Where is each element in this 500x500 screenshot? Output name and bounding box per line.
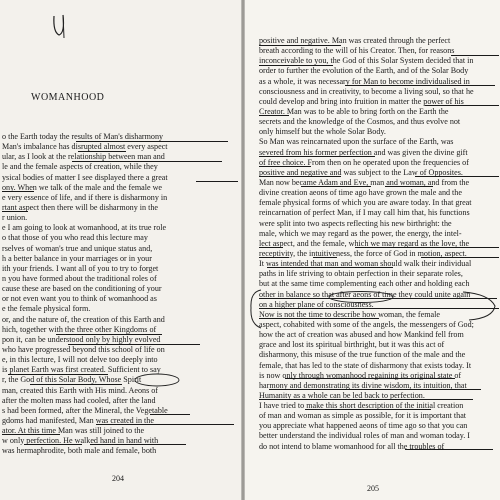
pen-underline [150,414,190,415]
pen-bracket-mark [247,288,263,330]
handwritten-u-mark [52,12,68,40]
text-line: le and the female aspects of creation, while they [2,162,158,172]
pen-underline [78,151,126,152]
pen-underline [259,176,341,177]
pen-underline [313,257,337,258]
pen-underline [24,444,82,445]
pen-underline [72,161,222,162]
text-line: reincarnation of perfect Man, if I may call him that, his functions [259,208,470,218]
text-line: female physical forms of which you are aware today. In that great [259,198,472,208]
text-line: o the Earth today the results of Man's disharmony [2,132,164,141]
text-line: receptivity, the intuitiveness, the force of God in motion, aspect. [259,248,467,258]
pen-underline [8,374,108,375]
text-line: of man and woman as simple as possible, for it is important that [259,411,467,421]
text-line: rselves of woman's true and unique status and, [2,243,153,253]
text-line: e I am going to look at womanhood, at its true role [2,223,167,233]
text-line: hich, together with the three other Kingdoms of [2,324,157,334]
text-line: who have progressed beyond this school of life on [2,344,165,354]
text-line: I have tried to make this short description of the initial creation [259,401,464,411]
text-line: was hermaphrodite, both male and female, both [2,446,157,456]
left-page [0,0,241,500]
pen-circle-mark [327,290,395,304]
text-line: is now only through womanhood regaining its original state of [259,370,462,380]
text-line: you appreciate what happened aeons of time ago so that you can [259,421,468,431]
pen-underline [345,85,495,86]
pen-arrow-mark [459,286,499,322]
text-line: So Man was reincarnated upon the surface of the Earth, was [259,137,454,147]
pen-underline [56,334,162,335]
text-line: aspect, cohabited with some of the angels, the messengers of God; [259,319,474,329]
text-line: e, in this lecture, I will not delve too deeply into [2,355,158,365]
text-line: It was intended that man and woman should walk their individual [259,259,472,269]
text-line: ith your friends. I want all of you to try to forget [2,263,159,273]
text-line: Creator. Man was to be able to bring forth on the Earth the [259,106,449,116]
text-line: r, the God of this Solar Body, Whose Spirit [2,375,142,385]
text-line: breath according to the will of his Creator. Then, for reasons [259,46,455,56]
pen-underline [259,247,283,248]
text-line: Man now became Adam and Eve, man and woman, and from the [259,177,470,187]
page-number: 205 [367,484,379,493]
text-line: female, that has led to the state of disharmony that exists today. It [259,360,472,370]
text-line: e the female physical form. [2,304,91,314]
text-line: cause these are based on the conditioning of your [2,284,162,294]
pen-underline [90,444,186,445]
chapter-title: WOMANHOOD [31,92,105,103]
pen-underline [285,378,455,379]
pen-underline [259,399,473,400]
text-line: better understand the individual roles of man and woman today. I [259,431,470,441]
text-line: lect aspect, and the female, which we may regard as the love, the [259,238,470,248]
text-line: grace and lost its spiritual birthright, but it was this act of [259,340,445,350]
pen-underline [96,424,234,425]
pen-circle-mark [132,372,182,388]
page-number: 204 [112,474,124,483]
pen-underline [355,247,499,248]
right-page [245,0,500,500]
text-line: ony. When we talk of the male and the female we [2,182,163,192]
text-line: do not intend to blame womanhood for all the troubles of [259,441,445,451]
pen-underline [30,384,122,385]
text-line: but at the same time complementing each other and holding each [259,279,470,289]
pen-underline [385,186,433,187]
text-line: severed from his former perfection and was given the divine gift [259,147,468,157]
text-line: r union. [2,213,28,223]
text-line: or not even want you to think of womanhood as [2,294,157,304]
pen-underline [305,409,431,410]
text-line: pon it, can be understood only by highly evolved [2,334,161,344]
pen-underline [267,267,393,268]
text-line: ator. At this time Man was still joined to the [2,426,145,436]
text-line: how the act of creation was abused and how Mankind fell from [259,330,464,340]
text-line: on a higher plane of consciousness. [259,299,374,309]
text-line: man, created this Earth with His mind. Aeons of [2,385,158,395]
text-line: e very essence of life, and if there is disharmony in [2,192,168,202]
text-line: positive and negative. Man was created through the perfect [259,36,451,45]
pen-underline [68,344,200,345]
text-line: divine creation aeons of time ago have grown the male and the [259,188,462,198]
text-line: after the molten mass had cooled, after the land [2,395,156,405]
text-line: Man's imbalance has disrupted almost every aspect [2,142,168,152]
pen-underline [405,449,493,450]
pen-underline [76,141,228,142]
text-line: ular, as I look at the relationship between man and [2,152,165,162]
text-line: could develop and bring into fruition in matter the power of his [259,96,464,106]
pen-underline [259,45,341,46]
pen-underline [421,257,499,258]
text-line: other in balance so that after aeons of time they could unite again [259,289,471,299]
pen-underline [451,55,499,56]
pen-underline [259,257,289,258]
text-line: disharmony, this misuse of the true function of the male and the [259,350,466,360]
pen-underline [2,211,28,212]
pen-underline [259,318,379,319]
pen-underline [425,105,499,106]
text-line: order to further the evolution of the Earth, and of the Solar Body [259,66,469,76]
text-line: Humanity as a whole can be led back to perfection. [259,390,425,400]
pen-underline [301,186,371,187]
pen-underline [259,166,311,167]
pen-underline [259,65,333,66]
text-line: inconceivable to you, the God of this Solar System decided that in [259,56,474,66]
text-line: paths in life striving to obtain perfection in their separate roles, [259,269,463,279]
pen-underline [2,191,34,192]
text-line: Now is not the time to describe how woman, the female [259,309,440,319]
text-line: ysical bodies of matter I see displayed there a great [2,172,168,182]
text-line: is planet Earth was first created. Sufficient to say [2,365,161,375]
pen-underline [259,115,289,116]
text-line: gdoms had manifested, Man was created in the [2,415,154,425]
text-line: as a whole, it was necessary for Man to become individualised in [259,76,470,86]
text-line: s had been formed, after the Mineral, the Vegetable [2,405,168,415]
text-line: secrets and the knowledge of the Cosmos, and thus evolve not [259,117,461,127]
text-line: were split into two aspects reflecting his new birthright: the [259,218,452,228]
pen-underline [196,181,238,182]
text-line: positive and negative and was subject to the Law of Opposites. [259,167,463,177]
text-line: rtant aspect then there will be disharmony in the [2,202,158,212]
text-line: h a better balance in your marriages or in your [2,253,152,263]
pen-underline [2,434,60,435]
text-line: n you have formed about the traditional roles of [2,273,157,283]
text-line: w only perfection. He walked hand in hand with [2,436,159,446]
text-line: harmony and demonstrating its divine wisdom, its intuition, that [259,380,467,390]
pen-underline [415,176,499,177]
pen-underline [269,389,481,390]
text-line: o that those of you who read this lecture may [2,233,148,243]
text-line: male, which we may regard as the power, the energy, the intel- [259,228,462,238]
text-line: consciousness and in creativity, to become a living soul, so that he [259,86,474,96]
text-line: only himself but the whole Solar Body. [259,127,386,137]
pen-underline [259,156,375,157]
text-line: or, and the nature of, the creation of this Earth and [2,314,165,324]
text-line: of free choice. From then on he operated upon the frequencies of [259,157,469,167]
